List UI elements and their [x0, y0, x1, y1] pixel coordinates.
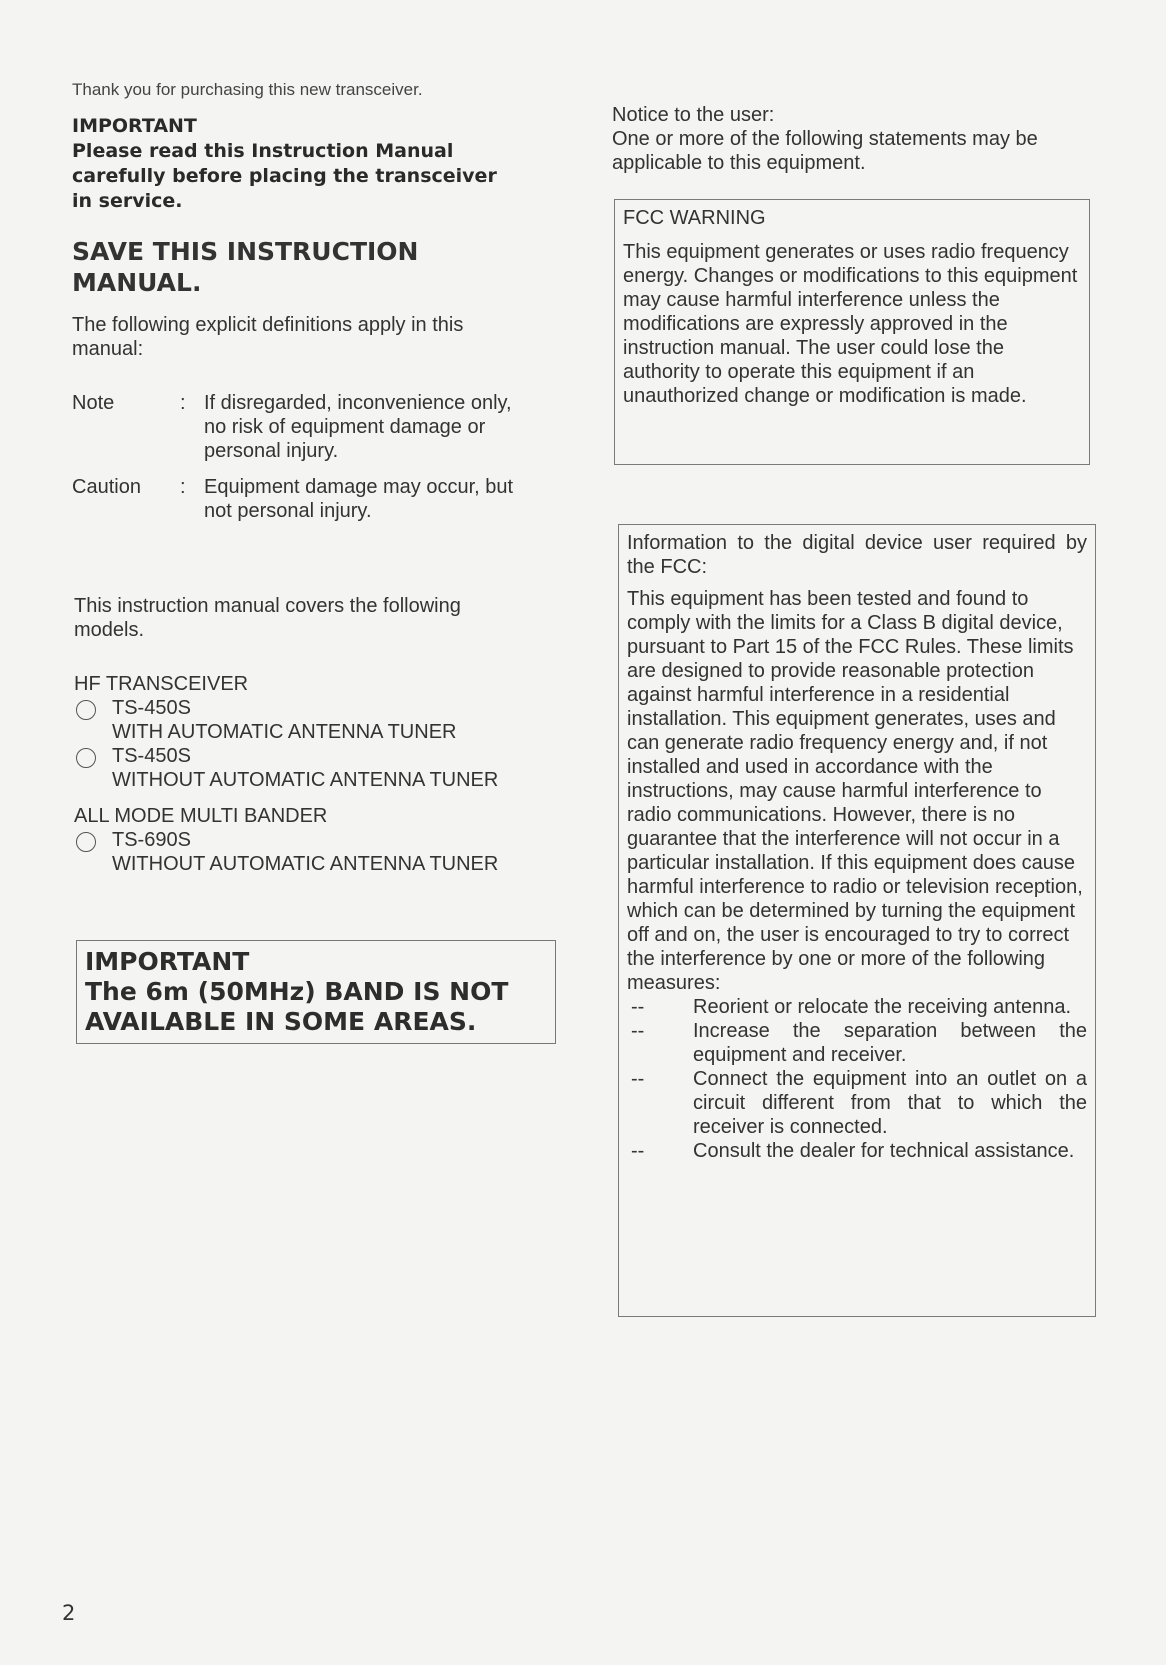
model-desc: WITH AUTOMATIC ANTENNA TUNER — [112, 721, 457, 743]
model-item — [74, 696, 534, 744]
save-manual-heading — [72, 236, 492, 298]
model-desc: WITHOUT AUTOMATIC ANTENNA TUNER — [112, 853, 499, 875]
save-heading-line: SAVE THIS INSTRUCTION — [72, 237, 419, 266]
fcc-info-title: Information to the digital device user required by the FCC: — [627, 532, 1087, 578]
models-intro: This instruction manual covers the following models. — [74, 595, 461, 641]
definition-note — [72, 391, 522, 463]
model-name: TS-690S — [112, 829, 191, 851]
band-box-label: IMPORTANT — [85, 947, 250, 976]
measure-item — [627, 995, 1087, 1019]
fcc-info-box — [618, 524, 1096, 1317]
definition-term: Caution — [72, 476, 141, 498]
definition-text: If disregarded, inconvenience only, no risk of equipment damage or personal injury. — [204, 392, 512, 462]
model-group-title: HF TRANSCEIVER — [74, 673, 249, 695]
models-list — [74, 672, 534, 876]
model-item — [74, 828, 512, 876]
definition-colon: : — [180, 476, 186, 498]
dash-bullet: -- — [631, 996, 645, 1018]
important-notice — [72, 114, 512, 214]
radio-circle-icon — [76, 832, 96, 852]
important-line: Please read this Instruction Manual — [72, 140, 454, 162]
definition-caution — [72, 475, 522, 523]
user-notice — [612, 103, 1042, 175]
definitions-intro: The following explicit definitions apply in this manual: — [72, 314, 464, 360]
measure-item — [627, 1139, 1087, 1163]
measure-item — [627, 1019, 1087, 1067]
fcc-warning-title: FCC WARNING — [623, 207, 766, 229]
radio-circle-icon — [76, 748, 96, 768]
notice-title: Notice to the user: — [612, 104, 775, 126]
page-number: 2 — [62, 1601, 76, 1625]
measure-text: Reorient or relocate the receiving antenna. — [693, 996, 1072, 1018]
band-availability-box — [76, 940, 556, 1044]
dash-bullet: -- — [631, 1140, 645, 1162]
important-line: carefully before placing the transceiver — [72, 165, 497, 187]
definition-term: Note — [72, 392, 115, 414]
notice-text: One or more of the following statements may be applicable to this equipment. — [612, 128, 1038, 174]
important-line: in service. — [72, 190, 183, 212]
definition-colon: : — [180, 392, 186, 414]
model-group-title: ALL MODE MULTI BANDER — [74, 805, 328, 827]
fcc-warning-text: This equipment generates or uses radio frequency energy. Changes or modifications to this equipment may cause harmful interference unless the modifications are expressly approved in the instruction manual. The user could lose the authority to operate this equipment if an unauthorized change or modification is made. — [623, 241, 1078, 407]
save-heading-line: MANUAL. — [72, 268, 202, 297]
important-label: IMPORTANT — [72, 115, 197, 137]
dash-bullet: -- — [631, 1068, 645, 1090]
model-item — [74, 744, 512, 792]
fcc-info-text: This equipment has been tested and found to comply with the limits for a Class B digital device, pursuant to Part 15 of the FCC Rules. These limits are designed to provide reasonable protection against harmful interference in a residential installation. This equipment generates, uses and can generate radio frequency energy and, if not installed and used in accordance with the instructions, may cause harmful interference to radio communications. However, there is no guarantee that the interference will not occur in a particular installation. If this equipment does cause harmful interference to radio or television reception, which can be determined by turning the equipment off and on, the user is encouraged to try to correct the interference by one or more of the following measures: — [627, 588, 1083, 994]
fcc-warning-box — [614, 199, 1090, 465]
measure-text: Connect the equipment into an outlet on a circuit different from that to which the receiver is connected. — [693, 1068, 1087, 1138]
band-box-line: The 6m (50MHz) BAND IS NOT — [85, 977, 509, 1006]
model-name: TS-450S — [112, 697, 191, 719]
band-box-line: AVAILABLE IN SOME AREAS. — [85, 1007, 477, 1036]
measure-text: Consult the dealer for technical assistance. — [693, 1140, 1075, 1162]
thanks-text: Thank you for purchasing this new transceiver. — [72, 80, 423, 99]
model-desc: WITHOUT AUTOMATIC ANTENNA TUNER — [112, 769, 499, 791]
model-name: TS-450S — [112, 745, 191, 767]
definition-text: Equipment damage may occur, but not personal injury. — [204, 476, 514, 522]
measure-item — [627, 1067, 1087, 1139]
dash-bullet: -- — [631, 1020, 645, 1042]
measure-text: Increase the separation between the equipment and receiver. — [693, 1020, 1087, 1066]
radio-circle-icon — [76, 700, 96, 720]
